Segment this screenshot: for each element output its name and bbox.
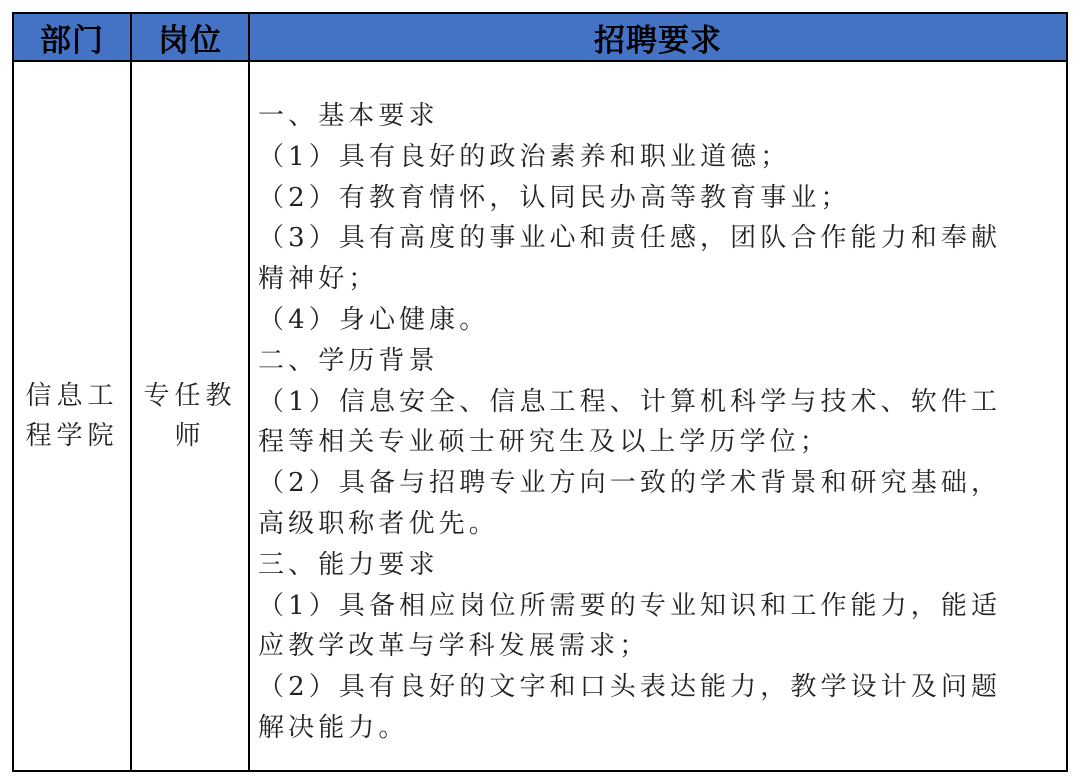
requirement-line: （1）具备相应岗位所需要的专业知识和工作能力，能适 bbox=[258, 590, 1002, 621]
header-department: 部门 bbox=[40, 22, 104, 59]
requirement-line: （1）具有良好的政治素养和职业道德； bbox=[258, 141, 791, 172]
requirement-line: 程等相关专业硕士研究生及以上学历学位； bbox=[258, 427, 830, 458]
department-cell bbox=[14, 62, 130, 770]
requirement-line: （4）身心健康。 bbox=[258, 304, 490, 335]
section-heading: 一、基本要求 bbox=[258, 101, 439, 131]
header-position: 岗位 bbox=[158, 22, 222, 59]
requirements-cell bbox=[250, 62, 1066, 770]
position-line: 专任教 bbox=[143, 381, 237, 411]
position-cell bbox=[132, 62, 248, 770]
table-header bbox=[14, 14, 1066, 62]
section-heading: 二、学历背景 bbox=[258, 345, 439, 376]
department-line: 程学院 bbox=[25, 421, 119, 451]
section-heading: 三、能力要求 bbox=[258, 549, 439, 580]
requirement-line: 解决能力。 bbox=[258, 712, 409, 743]
recruitment-table bbox=[12, 12, 1068, 772]
requirement-line: （3）具有高度的事业心和责任感，团队合作能力和奉献 bbox=[258, 223, 1002, 254]
requirement-line: （2）有教育情怀，认同民办高等教育事业； bbox=[258, 182, 851, 213]
requirement-line: （2）具备与招聘专业方向一致的学术背景和研究基础， bbox=[258, 468, 1002, 499]
requirement-line: 应教学改革与学科发展需求； bbox=[258, 631, 650, 662]
position-line: 师 bbox=[174, 421, 206, 451]
requirement-line: 高级职称者优先。 bbox=[258, 508, 499, 539]
header-requirements: 招聘要求 bbox=[594, 22, 722, 59]
department-line: 信息工 bbox=[25, 381, 119, 411]
requirement-line: 精神好； bbox=[258, 264, 379, 295]
requirement-line: （1）信息安全、信息工程、计算机科学与技术、软件工 bbox=[258, 386, 1002, 417]
requirement-line: （2）具有良好的文字和口头表达能力，教学设计及问题 bbox=[258, 672, 1002, 703]
